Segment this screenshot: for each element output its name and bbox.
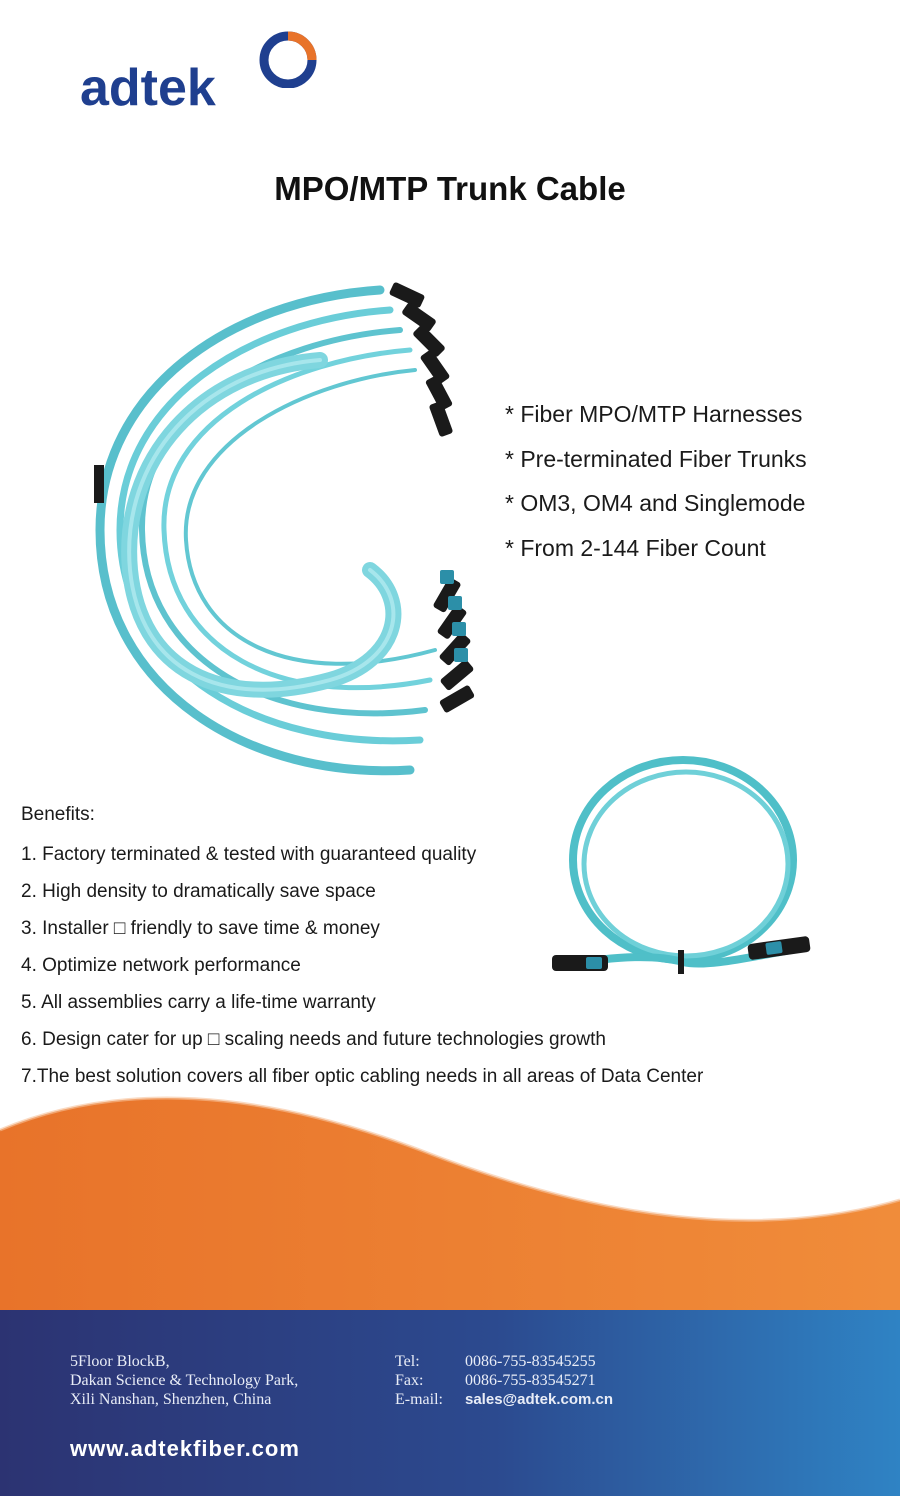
adtek-logo-mark-icon xyxy=(258,28,318,88)
address-line: Dakan Science & Technology Park, xyxy=(70,1372,299,1389)
benefit-item: 3. Installer □ friendly to save time & money xyxy=(21,918,380,939)
adtek-logo xyxy=(80,28,320,117)
benefits-heading: Benefits: xyxy=(21,804,95,825)
footer xyxy=(0,1310,900,1496)
benefit-item: 4. Optimize network performance xyxy=(21,955,301,976)
website-link[interactable]: www.adtekfiber.com xyxy=(70,1436,300,1461)
feature-item: * From 2-144 Fiber Count xyxy=(505,534,766,561)
benefit-item: 7.The best solution covers all fiber optic cabling needs in all areas of Data Center xyxy=(21,1066,704,1087)
email-label: E-mail: xyxy=(395,1391,443,1408)
benefits-list xyxy=(21,836,881,1095)
address-line: 5Floor BlockB, xyxy=(70,1353,170,1370)
decorative-wave xyxy=(0,1090,900,1320)
feature-list xyxy=(505,392,807,570)
benefits-section xyxy=(21,800,881,1095)
feature-item: * Fiber MPO/MTP Harnesses xyxy=(505,401,803,427)
brand-name: adtek xyxy=(80,59,216,117)
benefit-item: 6. Design cater for up □ scaling needs and future technologies growth xyxy=(21,1029,606,1050)
email-value[interactable]: sales@adtek.com.cn xyxy=(465,1391,614,1408)
tel-value: 0086-755-83545255 xyxy=(465,1353,596,1370)
fax-label: Fax: xyxy=(395,1372,424,1389)
address-line: Xili Nanshan, Shenzhen, China xyxy=(70,1391,272,1408)
fax-value: 0086-755-83545271 xyxy=(465,1372,596,1389)
harness-cable-image xyxy=(80,270,500,790)
tel-label: Tel: xyxy=(395,1353,420,1370)
contact-info xyxy=(395,1352,613,1409)
feature-item: * OM3, OM4 and Singlemode xyxy=(505,490,806,516)
benefit-item: 1. Factory terminated & tested with guaranteed quality xyxy=(21,844,477,865)
feature-item: * Pre-terminated Fiber Trunks xyxy=(505,445,807,472)
page-title: MPO/MTP Trunk Cable xyxy=(274,170,626,207)
company-address xyxy=(70,1352,298,1409)
benefit-item: 5. All assemblies carry a life-time warranty xyxy=(21,992,376,1013)
benefit-item: 2. High density to dramatically save space xyxy=(21,881,376,902)
